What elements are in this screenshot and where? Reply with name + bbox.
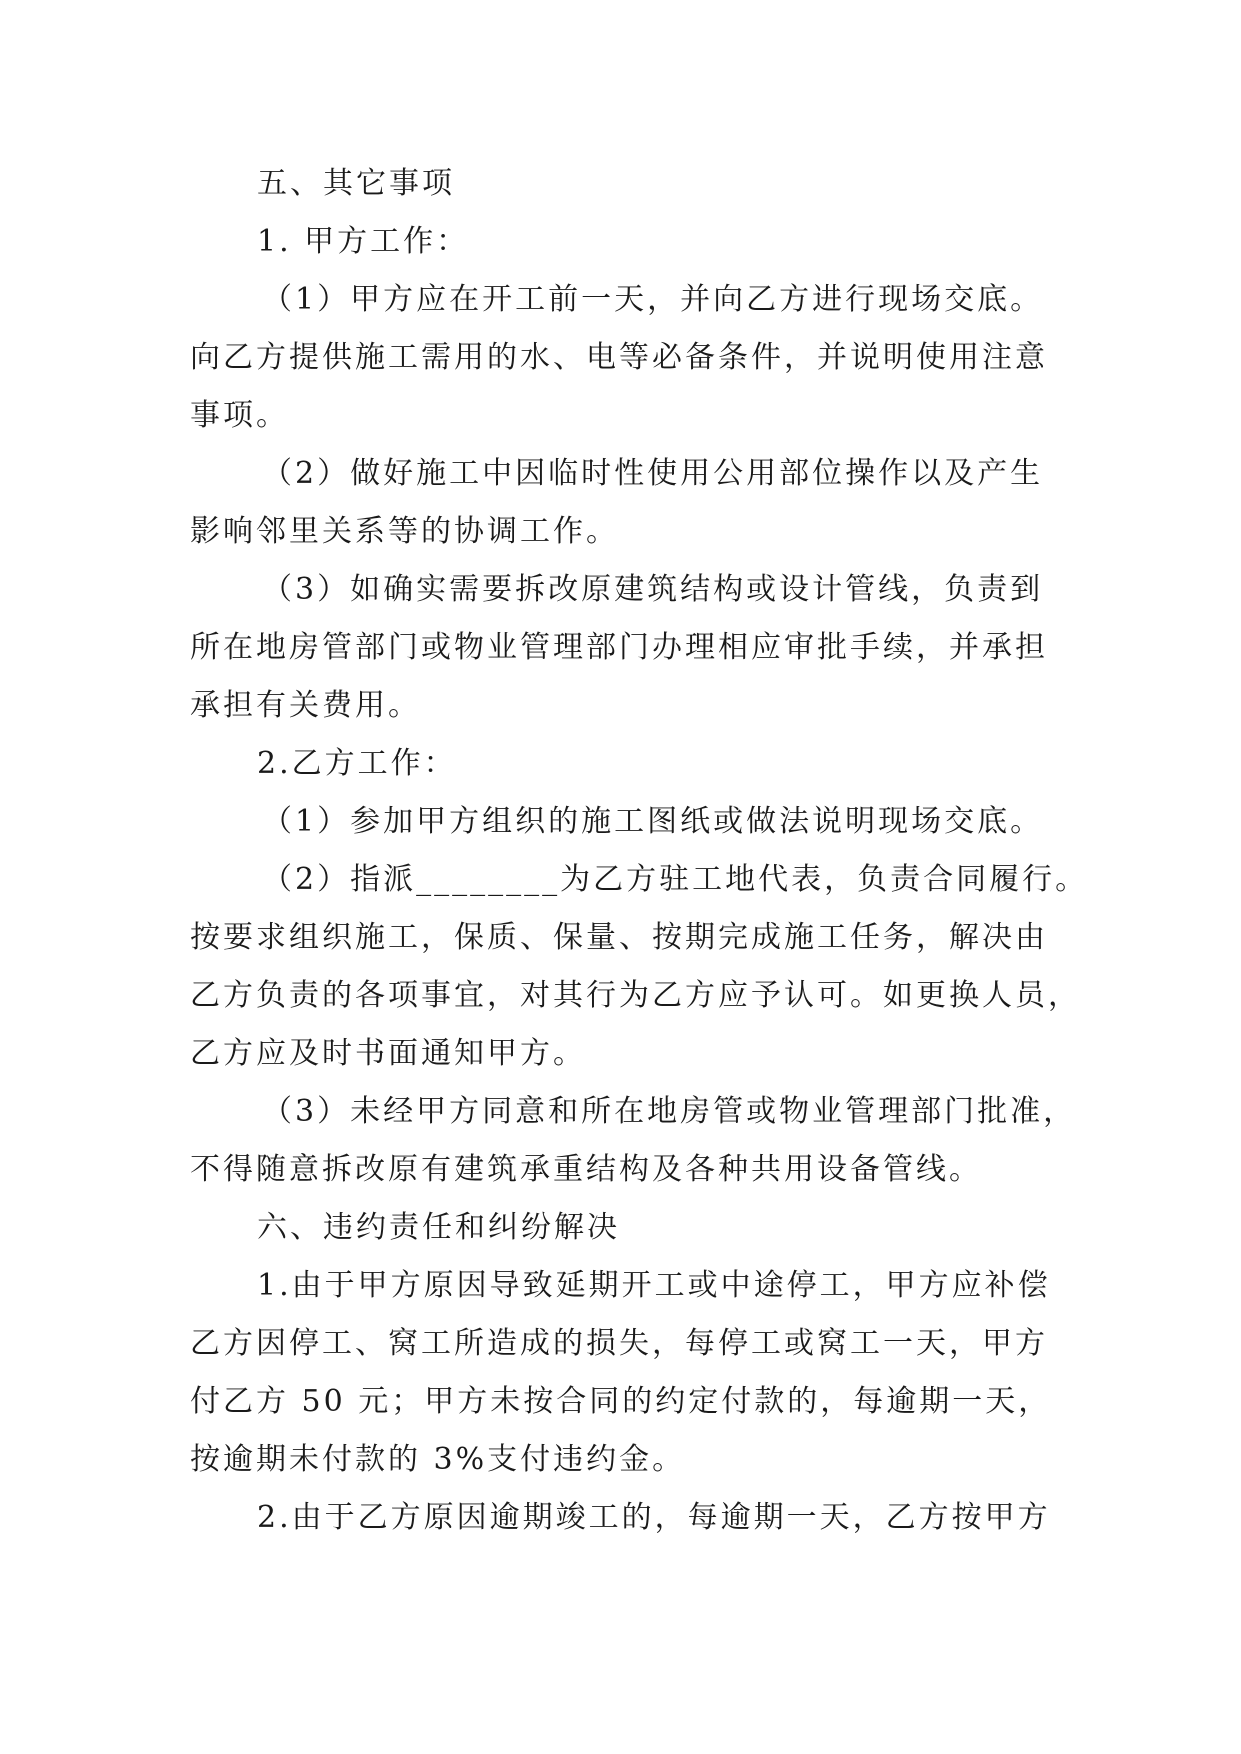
paragraph-line: （1）甲方应在开工前一天，并向乙方进行现场交底。 bbox=[262, 282, 1044, 317]
paragraph-line: 不得随意拆改原有建筑承重结构及各种共用设备管线。 bbox=[190, 1152, 982, 1187]
paragraph-line: 乙方因停工、窝工所造成的损失，每停工或窝工一天，甲方 bbox=[190, 1326, 1048, 1361]
paragraph-line: 所在地房管部门或物业管理部门办理相应审批手续，并承担 bbox=[190, 630, 1048, 665]
subheading-party-b-work: 2.乙方工作： bbox=[257, 746, 457, 781]
paragraph-line: （1）参加甲方组织的施工图纸或做法说明现场交底。 bbox=[262, 804, 1044, 839]
paragraph-line: （2）指派________为乙方驻工地代表，负责合同履行。 bbox=[262, 862, 1089, 897]
paragraph-line: 乙方应及时书面通知甲方。 bbox=[190, 1036, 586, 1071]
paragraph-line: （3）未经甲方同意和所在地房管或物业管理部门批准， bbox=[262, 1094, 1077, 1129]
paragraph-line: 按逾期未付款的 3%支付违约金。 bbox=[190, 1442, 686, 1477]
paragraph-line: 影响邻里关系等的协调工作。 bbox=[190, 514, 619, 549]
paragraph-line: 按要求组织施工，保质、保量、按期完成施工任务，解决由 bbox=[190, 920, 1048, 955]
paragraph-line: 付乙方 50 元；甲方未按合同的约定付款的，每逾期一天， bbox=[190, 1384, 1052, 1419]
paragraph-line: 事项。 bbox=[190, 398, 289, 433]
paragraph-line: 乙方负责的各项事宜，对其行为乙方应予认可。如更换人员， bbox=[190, 978, 1081, 1013]
subheading-party-a-work: 1. 甲方工作： bbox=[257, 224, 470, 259]
section-heading-other-matters: 五、其它事项 bbox=[257, 166, 455, 201]
paragraph-line: 承担有关费用。 bbox=[190, 688, 421, 723]
paragraph-line: 1.由于甲方原因导致延期开工或中途停工，甲方应补偿 bbox=[257, 1268, 1051, 1303]
paragraph-line: 2.由于乙方原因逾期竣工的，每逾期一天，乙方按甲方 bbox=[257, 1500, 1051, 1535]
paragraph-line: （2）做好施工中因临时性使用公用部位操作以及产生 bbox=[262, 456, 1044, 491]
paragraph-line: （3）如确实需要拆改原建筑结构或设计管线，负责到 bbox=[262, 572, 1044, 607]
section-heading-breach-liability: 六、违约责任和纠纷解决 bbox=[257, 1210, 620, 1245]
paragraph-line: 向乙方提供施工需用的水、电等必备条件，并说明使用注意 bbox=[190, 340, 1048, 375]
